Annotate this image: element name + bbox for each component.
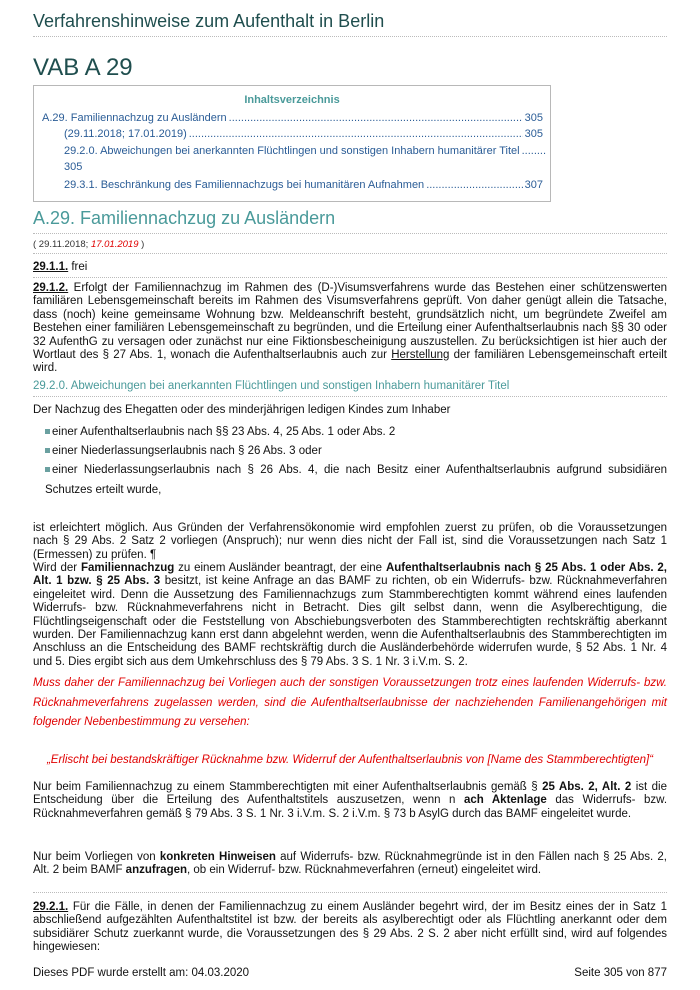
- footer-page-number: Seite 305 von 877: [574, 967, 667, 979]
- toc-entry[interactable]: 29.3.1. Beschränkung des Familiennachzugs bei humanitären Aufnahmen ..... 307: [64, 179, 543, 191]
- paragraph-29-1-2: 29.1.2. Erfolgt der Familiennachzug im Rahmen des (D-)Visumsverfahrens wurde das Bestehen einer schützenswerten familiären Lebensgemeinschaft bereits im Rahmen des Visumsverfahrens geprüft. Von daher genügt allein die Tatsache, dass (noch) keine gemeinsame Wohnung bzw. Meldeanschrift besteht, grundsätzlich nicht, um begründete Zweifel am Bestehen einer familiären Lebensgemeinschaft zu begründen, und die Erteilung einer Aufenthaltserlaubnis nach §§ 30 oder 32 AufenthG zu versagen oder zunächst nur eine Fiktionsbescheinigung auszustellen. Zu berücksichtigen ist hier auch der Wortlaut des § 27 Abs. 1, wonach die Aufenthaltserlaubnis auch zur Herstellung der familiären Lebensgemeinschaft erteilt wird.: [33, 282, 667, 375]
- list-item: einer Niederlassungserlaubnis nach § 26 Abs. 4, die nach Besitz einer Aufenthaltserlaubnis aufgrund subsidiären Schutzes erteilt wurde,: [45, 464, 667, 496]
- paragraph-bamf-inquiry: Wird der Familiennachzug zu einem Ausländer beantragt, der eine Aufenthaltserlaubnis nach § 25 Abs. 1 oder Abs. 2, Alt. 1 bzw. § 25 Abs. 3 besitzt, ist keine Anfrage an das BAMF zu richten, ob ein Widerrufs- bzw. Rücknahmeverfahren eingeleitet wird. Denn die Aussetzung des Familiennachzugs zum Stammberechtigten kommt während eines laufenden Widerrufs- bzw. Rücknahmeverfahrens nicht in Betracht. Dies gilt selbst dann, wenn die Asylberechtigung, die Flüchtlingseigenschaft oder die Feststellung von Abschiebungsverboten des Stammberechtigten rechtskräftig aberkannt wurden. Der Familiennachzug kann erst dann abgelehnt werden, wenn die Aufenthaltserlaubnis des Stammberechtigten im Anschluss an die Entscheidung des BAMF rechtskräftig durch die Ausländerbehörde widerrufen wurde, § 52 Abs. 1 Nr. 4 und 5. Dies ergibt sich aus dem Umkehrschluss des § 79 Abs. 3 S. 1 Nr. 3 i.V.m. S. 2.: [33, 562, 667, 668]
- toc-entry[interactable]: 29.2.0. Abweichungen bei anerkannten Flüchtlingen und sonstigen Inhabern humanitärer Titel .....: [64, 145, 540, 157]
- divider: [33, 892, 667, 893]
- page-header-title: Verfahrenshinweise zum Aufenthalt in Berlin: [33, 11, 385, 31]
- bullet-icon: [45, 429, 50, 434]
- document-title: VAB A 29: [33, 54, 133, 81]
- divider: [33, 277, 667, 278]
- dates-divider: [33, 253, 667, 254]
- footer-created-date: Dieses PDF wurde erstellt am: 04.03.2020: [33, 967, 250, 979]
- section-divider: [33, 233, 667, 234]
- toc-entry[interactable]: (29.11.2018; 17.01.2019) ..... 305: [64, 128, 543, 140]
- subsection-title: 29.2.0. Abweichungen bei anerkannten Flüchtlingen und sonstigen Inhabern humanitärer Titel: [33, 380, 510, 392]
- paragraph-29-2-1: 29.2.1. Für die Fälle, in denen der Familiennachzug zu einem Ausländer begehrt wird, der im Besitz eines der in Satz 1 abschließend aufgezählten Aufenthaltstitel ist bzw. der bereits als asylberechtigt oder als Flüchtling anerkannt oder dem subsidiärer Schutz zuerkannt wurde, die Voraussetzungen des § 29 Abs. 2 S. 2 aber nicht erfüllt sind, wird auf folgendes hingewiesen:: [33, 901, 667, 954]
- paragraph-amendment: Muss daher der Familiennachzug bei Vorliegen auch der sonstigen Voraussetzungen trotz eines laufenden Widerrufs- bzw. Rücknahmeverfahrens zugelassen werden, sind die Aufenthaltserlaubnisse der nachziehenden Familienangehörigen mit folgender Nebenbestimmung zu versehen:: [33, 677, 667, 728]
- paragraph-procedure: ist erleichtert möglich. Aus Gründen der Verfahrensökonomie wird empfohlen zuerst zu prüfen, ob die Voraussetzungen nach § 29 Abs. 2 Satz 2 vorliegen (Anspruch); nur wenn dies nicht der Fall ist, sind die Voraussetzungen nach Satz 1 (Ermessen) zu prüfen. ¶: [33, 522, 667, 561]
- paragraph-number: 29.2.1.: [33, 901, 69, 913]
- paragraph-concrete-indications: Nur beim Vorliegen von konkreten Hinweisen auf Widerrufs- bzw. Rücknahmegründe ist in den Fällen nach § 25 Abs. 2, Alt. 2 beim BAMF anzufragen, ob ein Widerruf- bzw. Rücknahmeverfahren (erneut) eingeleitet wird.: [33, 851, 667, 877]
- list-item: einer Niederlassungserlaubnis nach § 26 Abs. 3 oder: [45, 441, 667, 461]
- table-of-contents: [33, 85, 551, 202]
- toc-entry-page: 305: [64, 161, 83, 173]
- bullet-icon: [45, 467, 50, 472]
- intro-text: Der Nachzug des Ehegatten oder des minderjährigen ledigen Kindes zum Inhaber: [33, 404, 451, 416]
- header-divider: [33, 36, 667, 37]
- toc-entry[interactable]: A.29. Familiennachzug zu Ausländern ..... 305: [42, 112, 543, 124]
- toc-heading: Inhaltsverzeichnis: [244, 94, 340, 106]
- paragraph-suspension: Nur beim Familiennachzug zu einem Stammberechtigten mit einer Aufenthaltserlaubnis gemäß § 25 Abs. 2, Alt. 2 ist die Entscheidung über die Erteilung des Aufenthaltstitels auszusetzen, wenn n ach Aktenlage das Widerrufs- bzw. Rücknahmeverfahren gemäß § 79 Abs. 3 S. 1 Nr. 3 i.V.m. S. 2 i.V.m. § 73 b AsylG durch das BAMF eingeleitet wurde.: [33, 781, 668, 820]
- divider: [33, 396, 667, 397]
- paragraph-number: 29.1.1.: [33, 261, 69, 273]
- amended-date: 17.01.2019: [90, 239, 139, 250]
- paragraph-29-1-1: 29.1.1. frei: [33, 261, 88, 273]
- section-title: A.29. Familiennachzug zu Ausländern: [33, 208, 336, 228]
- underlined-term: Herstellung: [391, 349, 450, 362]
- bullet-icon: [45, 448, 50, 453]
- paragraph-number: 29.1.2.: [33, 282, 69, 294]
- section-dates: ( 29.11.2018; 17.01.2019 ): [33, 239, 145, 250]
- list-item: einer Aufenthaltserlaubnis nach §§ 23 Abs. 4, 25 Abs. 1 oder Abs. 2: [45, 422, 667, 442]
- secondary-provision-quote: „Erlischt bei bestandskräftiger Rücknahme bzw. Widerruf der Aufenthaltserlaubnis von [Name des Stammberechtigten]“: [46, 754, 654, 766]
